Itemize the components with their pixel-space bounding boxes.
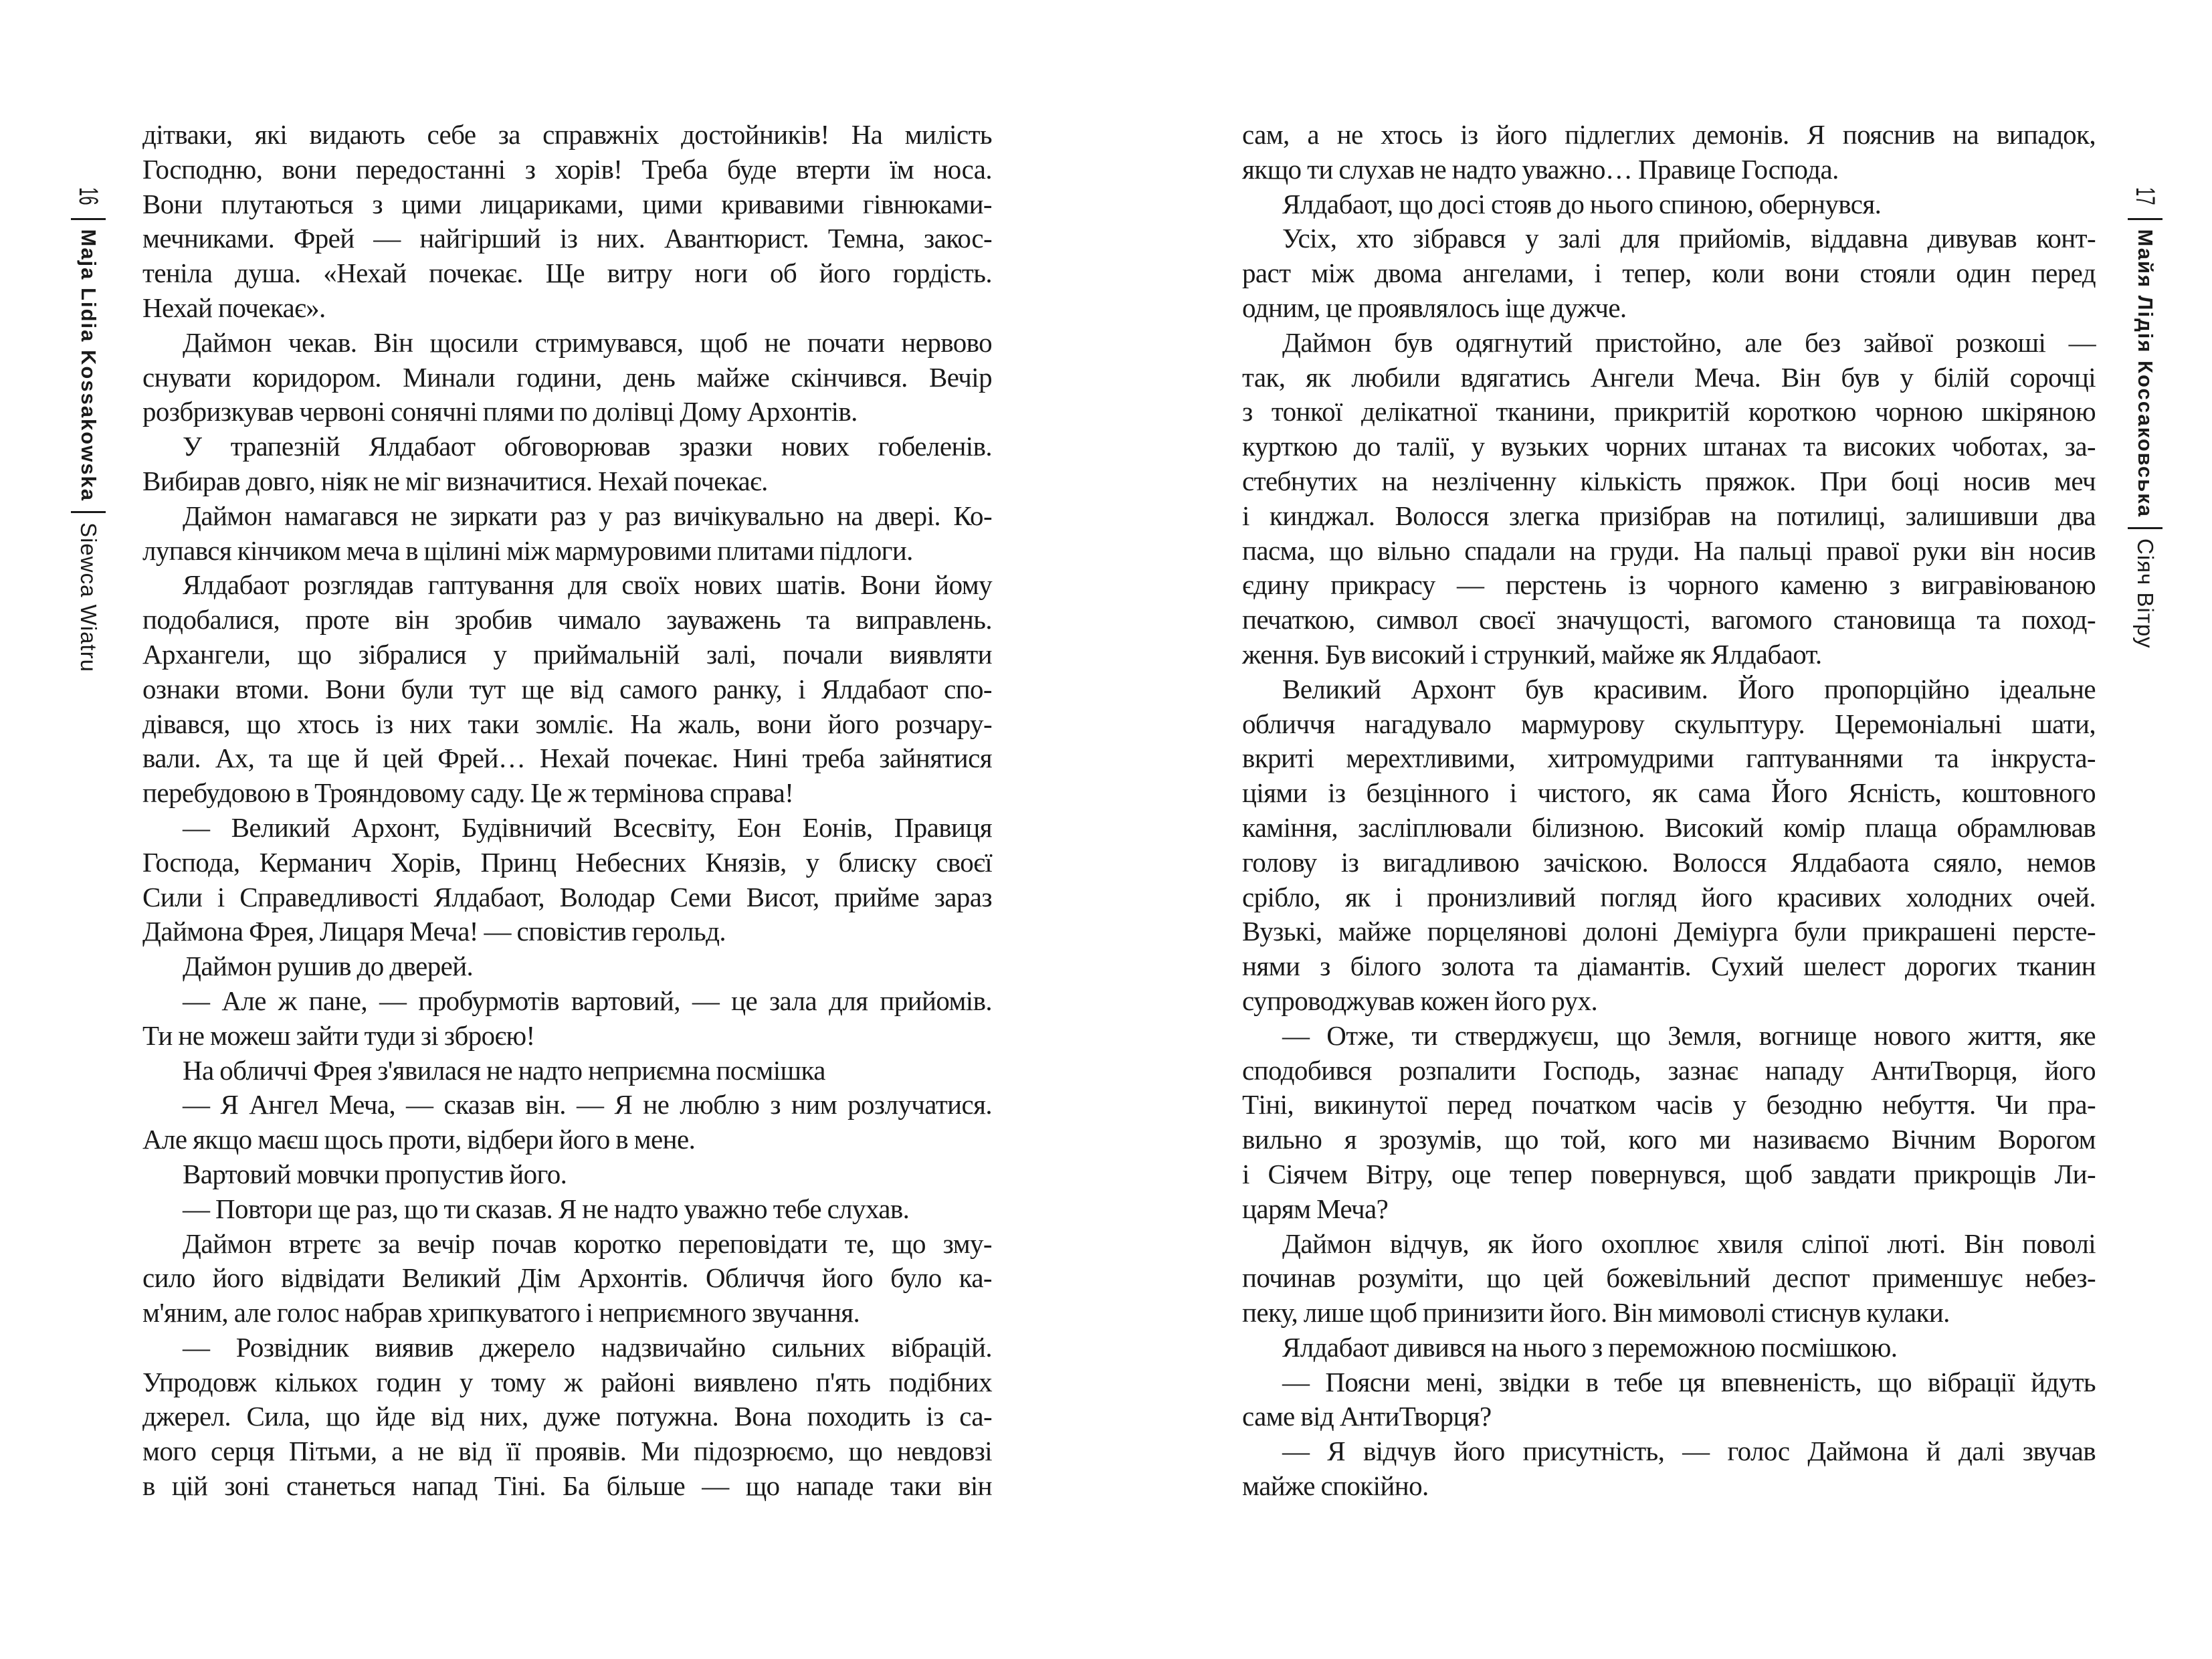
text-line: Даймон чекав. Він щосили стримувався, щоб не почати нервово [183, 326, 992, 358]
page-number: 17 [2130, 187, 2160, 205]
text-line: мого серця Пітьми, а не від її проявів. Ми підозрюємо, що невдовзі [142, 1436, 992, 1467]
text-line: Вартовий мовчки пропустив його. [183, 1158, 567, 1189]
text-line: Вибирав довго, ніяк не міг визначитися. Нехай почекає. [142, 465, 768, 496]
text-line: Нехай почекає». [142, 292, 326, 323]
paragraph [142, 949, 992, 984]
text-line: — Але ж пане, — пробурмотів вартовий, — це зала для прийомів. [183, 985, 992, 1016]
paragraph [1242, 221, 2096, 325]
text-line: сило його відвідати Великий Дім Архонтів. Обличчя його було ка- [142, 1262, 992, 1294]
text-line: Усіх, хто зібрався у залі для прийомів, віддавна дивував конт- [1282, 223, 2096, 254]
text-line: супроводжував кожен його рух. [1242, 985, 1598, 1016]
text-line: — Розвідник виявив джерело надзвичайно сильних вібрацій. [183, 1331, 992, 1363]
text-line: вильно я зрозумів, що той, кого ми називаємо Вічним Ворогом [1242, 1124, 2096, 1155]
text-line: раст між двома ангелами, і тепер, коли вони стояли один перед [1242, 258, 2096, 289]
paragraph [142, 326, 992, 429]
text-line: Але якщо маєш щось проти, відбери його в мене. [142, 1124, 696, 1155]
text-line: ознаки втоми. Вони були тут ще від самого ранку, і Ялдабаот спо- [142, 673, 992, 704]
text-line: — Отже, ти стверджуєш, що Земля, вогнище нового життя, яке [1282, 1019, 2096, 1051]
paragraph [1242, 118, 2096, 187]
divider [71, 218, 106, 220]
text-line: На обличчі Фрея з'явилася не надто неприємна посмішка [183, 1054, 825, 1086]
paragraph [1242, 187, 2096, 222]
divider [2128, 218, 2163, 220]
text-line: дівався, що хтось із них таки зомліє. На жаль, вони його розчару- [142, 708, 992, 739]
text-line: єдину прикрасу — перстень із чорного каменю з вигравіюваною [1242, 569, 2096, 601]
text-line: — Повтори ще раз, що ти сказав. Я не надто уважно тебе слухав. [183, 1193, 910, 1224]
text-line: джерел. Сила, що йде від них, дуже потужна. Вона походить із са- [142, 1401, 992, 1432]
text-line: перебудовою в Трояндовому саду. Це ж термінова справа! [142, 777, 794, 809]
text-line: саме від АнтиТворця? [1242, 1401, 1492, 1432]
paragraph [142, 118, 992, 326]
paragraph [142, 1157, 992, 1192]
text-line: Архангели, що зібралися у приймальній залі, почали виявляти [142, 638, 992, 670]
text-line: ження. Був високий і стрункий, майже як Ялдабаот. [1242, 638, 1822, 670]
text-line: Даймон рушив до дверей. [183, 951, 474, 982]
text-line: Ялдабаот дивився на нього з переможною посмішкою. [1282, 1331, 1898, 1363]
text-line: Вони плутаються з цими лицариками, цими кривавими гівнюками- [142, 188, 992, 219]
text-line: Сили і Справедливості Ялдабаот, Володар Семи Висот, прийме зараз [142, 881, 992, 912]
text-line: — Великий Архонт, Будівничий Всесвіту, Еон Еонів, Правиця [183, 811, 992, 843]
text-line: починав розуміти, що цей божевільний деспот применшує небез- [1242, 1262, 2096, 1294]
paragraph [142, 429, 992, 499]
paragraph [1242, 1365, 2096, 1435]
text-line: вкриті мерехтливими, хитромудрими гаптуваннями та інкруста- [1242, 743, 2096, 774]
text-line: — Я відчув його присутність, — голос Даймона й далі звучав [1282, 1436, 2096, 1467]
text-line: Тіні, викинутої перед початком часів у безодню небуття. Чи пра- [1242, 1089, 2096, 1120]
text-line: курткою до талії, у вузьких чорних штанах та високих чоботах, за- [1242, 431, 2096, 462]
text-line: вали. Ах, та ще й цей Фрей… Нехай почекає. Нині треба зайнятися [142, 743, 992, 774]
text-line: м'яним, але голос набрав хрипкуватого і неприємного звучання. [142, 1297, 860, 1329]
text-line: майже спокійно. [1242, 1470, 1429, 1502]
paragraph [1242, 326, 2096, 672]
paragraph [142, 568, 992, 811]
text-line: Ялдабаот розглядав гаптування для своїх нових шатів. Вони йому [183, 569, 992, 601]
text-line: в цій зоні станеться напад Тіні. Ба більше — що нападе таки він [142, 1470, 992, 1502]
text-line: снувати коридором. Минали години, день майже скінчився. Вечір [142, 361, 992, 393]
text-line: — Поясни мені, звідки в тебе ця впевненість, що вібрації йдуть [1282, 1366, 2096, 1397]
text-line: обличчя нагадувало мармурову скульптуру. Церемоніальні шати, [1242, 708, 2096, 739]
text-line: і Сіячем Вітру, оце тепер повернувся, щоб завдати прикрощів Ли- [1242, 1158, 2096, 1189]
text-line: сподобився розпалити Господь, зазнає нападу АнтиТворця, його [1242, 1054, 2096, 1086]
book-title: Siewca Wiatru [76, 522, 101, 672]
paragraph [142, 1227, 992, 1331]
text-line: пеку, лише щоб принизити його. Він мимоволі стиснув кулаки. [1242, 1297, 1950, 1329]
text-line: Даймон відчув, як його охоплює хвиля сліпої люті. Він поволі [1282, 1228, 2096, 1259]
text-line: розбризкував червоні сонячні плями по долівці Дому Архонтів. [142, 396, 858, 427]
paragraph [142, 811, 992, 949]
text-line: стебнутих на незліченну кількість пряжок. При боці носив меч [1242, 465, 2096, 496]
text-line: мечниками. Фрей — найгірший із них. Авантюрист. Темна, закос- [142, 223, 992, 254]
left-running-head [71, 185, 106, 672]
text-line: якщо ти слухав не надто уважно… Правице Господа. [1242, 153, 1839, 185]
text-line: царям Меча? [1242, 1193, 1389, 1224]
text-line: пасма, що вільно спадали на груди. На пальці правої руки він носив [1242, 534, 2096, 566]
left-text-column [142, 118, 992, 1504]
book-title: Сіяч Вітру [2133, 539, 2158, 649]
text-line: голову із вигадливою зачіскою. Волосся Ялдабаота сяяло, немов [1242, 846, 2096, 878]
paragraph [142, 1088, 992, 1157]
text-line: так, як любили вдягатись Ангели Меча. Він був у білій сорочці [1242, 361, 2096, 393]
text-line: сам, а не хтось із його підлеглих демонів. Я пояснив на випадок, [1242, 119, 2096, 150]
text-line: Упродовж кількох годин у тому ж районі виявлено п'ять подібних [142, 1366, 992, 1397]
text-line: У трапезній Ялдабаот обговорював зразки нових гобеленів. [183, 431, 992, 462]
paragraph [142, 984, 992, 1054]
author-name: Майя Лідія Коссаковська [2134, 229, 2157, 518]
divider [71, 511, 106, 513]
text-line: одним, це проявлялось іще дужче. [1242, 292, 1627, 323]
text-line: Господа, Керманич Хорів, Принц Небесних Князів, у блиску своєї [142, 846, 992, 878]
paragraph [1242, 1434, 2096, 1504]
text-line: Даймона Фрея, Лицаря Меча! — сповістив герольд. [142, 916, 726, 947]
text-line: нями з білого золота та діамантів. Сухий шелест дорогих тканин [1242, 951, 2096, 982]
paragraph [142, 499, 992, 569]
paragraph [142, 1192, 992, 1227]
text-line: подобалися, проте він зробив чимало зауважень та виправлень. [142, 604, 992, 636]
text-line: теніла душа. «Нехай почекає. Ще витру ноги об його гордість. [142, 258, 992, 289]
text-line: Даймон втретє за вечір почав коротко переповідати те, що зму- [183, 1228, 992, 1259]
text-line: Даймон намагався не зиркати раз у раз вичікувально на двері. Ко- [183, 500, 992, 531]
paragraph [1242, 1019, 2096, 1227]
divider [2128, 527, 2163, 529]
paragraph [1242, 1331, 2096, 1365]
text-line: і кинджал. Волосся злегка призібрав на потилиці, залишивши два [1242, 500, 2096, 531]
text-line: лупався кінчиком меча в щілині між мармуровими плитами підлоги. [142, 534, 913, 566]
right-text-column [1242, 118, 2096, 1504]
text-line: дітваки, які видають себе за справжніх достойників! На милість [142, 119, 992, 150]
text-line: Вузькі, майже порцелянові долоні Деміурга були прикрашені персте- [1242, 916, 2096, 947]
page-number: 16 [74, 187, 104, 205]
text-line: — Я Ангел Меча, — сказав він. — Я не люблю з ним розлучатися. [183, 1089, 992, 1120]
text-line: срібло, як і пронизливий погляд його красивих холодних очей. [1242, 881, 2096, 912]
text-line: Ти не можеш зайти туди зі зброєю! [142, 1019, 535, 1051]
text-line: Великий Архонт був красивим. Його пропорційно ідеальне [1282, 673, 2096, 704]
right-running-head [2128, 185, 2163, 648]
text-line: каміння, засліплювали білизною. Високий комір плаща обрамлював [1242, 811, 2096, 843]
text-line: Господню, вони передостанні з хорів! Треба буде втерти їм носа. [142, 153, 992, 185]
author-name: Maja Lidia Kossakowska [77, 229, 100, 502]
text-line: Ялдабаот, що досі стояв до нього спиною, обернувся. [1282, 188, 1882, 219]
paragraph [1242, 672, 2096, 1019]
text-line: ціями із безцінного і чистого, як сама Його Ясність, коштовного [1242, 777, 2096, 809]
paragraph [142, 1054, 992, 1088]
text-line: Даймон був одягнутий пристойно, але без зайвої розкоші — [1282, 326, 2096, 358]
paragraph [142, 1331, 992, 1504]
paragraph [1242, 1227, 2096, 1331]
text-line: печаткою, символ своєї значущості, вагомого становища та поход- [1242, 604, 2096, 636]
text-line: з тонкої делікатної тканини, прикритій короткою чорною шкіряною [1242, 396, 2096, 427]
